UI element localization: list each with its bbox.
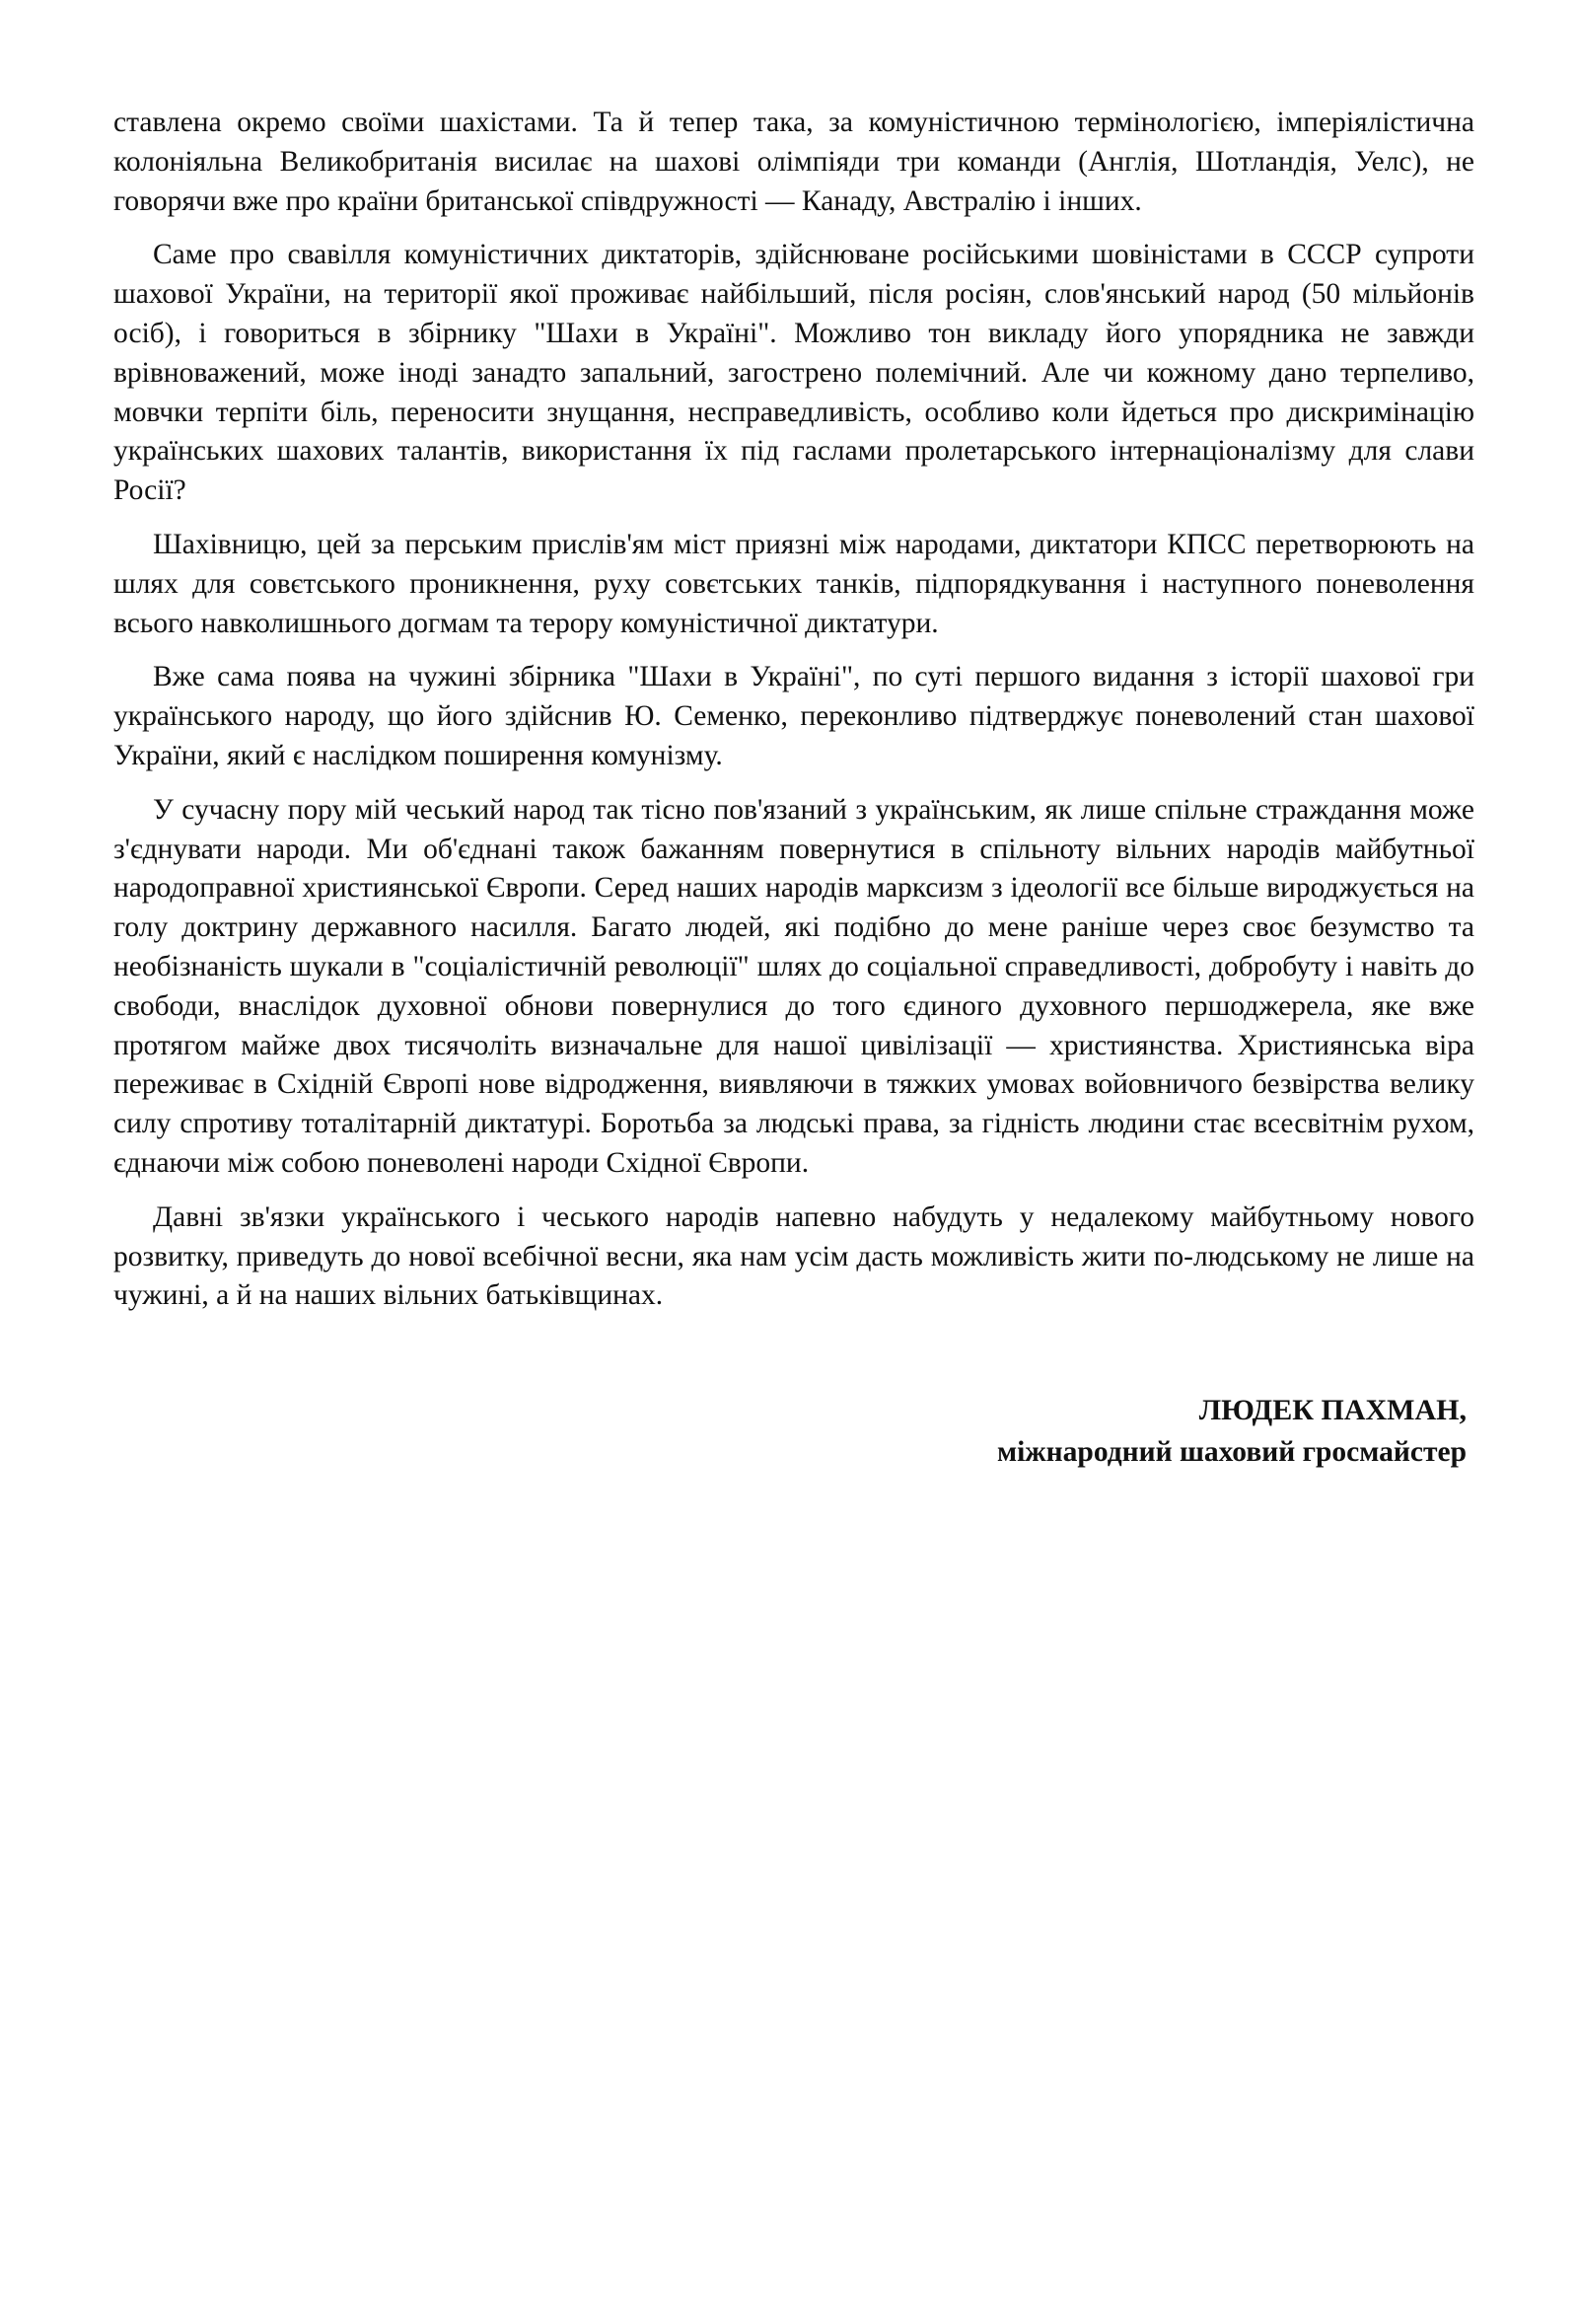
- paragraph-3: Шахівницю, цей за перським прислів'ям міст приязні між народами, диктатори КПСС перетворюють на шлях для совєтського проникнення, руху совєтських танків, підпорядкування і наступного поневолення всього навколишнього догмам та терору комуністичної диктатури.: [113, 528, 1474, 639]
- paragraph-1: ставлена окремо своїми шахістами. Та й тепер така, за комуністичною термінологією, імперіялістична колоніяльна Великобританія висилає на шахові олімпіяди три команди (Англія, Шотландія, Уелс), не говорячи вже про країни британської співдружності — Канаду, Австралію і інших.: [113, 107, 1474, 217]
- paragraph-2: Саме про свавілля комуністичних диктаторів, здійснюване російськими шовіністами в СССР супроти шахової України, на території якої проживає найбільший, після росіян, слов'янський народ (50 мільйонів осіб), і говориться в збірнику "Шахи в Україні". Можливо тон викладу його упорядника не завжди врівноважений, може іноді занадто запальний, загострено полемічний. Але чи кожному дано терпеливо, мовчки терпіти біль, переносити знущання, несправедливість, особливо коли йдеться про дискримінацію українських шахових талантів, використання їх під гаслами пролетарського інтернаціоналізму для слави Росії?: [113, 239, 1474, 507]
- signature-title: міжнародний шаховий гросмайстер: [997, 1436, 1467, 1469]
- signature-block: [113, 1390, 1474, 1473]
- signature-name: ЛЮДЕК ПАХМАН,: [1198, 1394, 1467, 1427]
- paragraph-5: У сучасну пору мій чеський народ так тісно пов'язаний з українським, як лише спільне страждання може з'єднувати народи. Ми об'єднані також бажанням повернутися в спільноту вільних народів майбутньої народоправної християнської Європи. Серед наших народів марксизм з ідеології все більше вироджується на голу доктрину державного насилля. Багато людей, які подібно до мене раніше через своє безумство та необізнаність шукали в "соціалістичній революції" шлях до соціальної справедливості, добробуту і навіть до свободи, внаслідок духовної обнови повернулися до того єдиного духовного першоджерела, яке вже протягом майже двох тисячоліть визначальне для нашої цивілізації — християнства. Християнська віра переживає в Східній Європі нове відродження, виявляючи в тяжких умовах войовничого безвірства велику силу спротиву тоталітарній диктатурі. Боротьба за людські права, за гідність людини стає всесвітнім рухом, єднаючи між собою поневолені народи Східної Європи.: [113, 793, 1474, 1179]
- document-page: [113, 104, 1474, 1473]
- paragraph-6: Давні зв'язки українського і чеського народів напевно набудуть у недалекому майбутньому нового розвитку, приведуть до нової всебічної весни, яка нам усім дасть можливість жити по-людському не лише на чужині, а й на наших вільних батьківщинах.: [113, 1200, 1474, 1312]
- paragraph-4: Вже сама поява на чужині збірника "Шахи в Україні", по суті першого видання з історії шахової гри українського народу, що його здійснив Ю. Семенко, переконливо підтверджує поневолений стан шахової України, який є наслідком поширення комунізму.: [113, 661, 1474, 771]
